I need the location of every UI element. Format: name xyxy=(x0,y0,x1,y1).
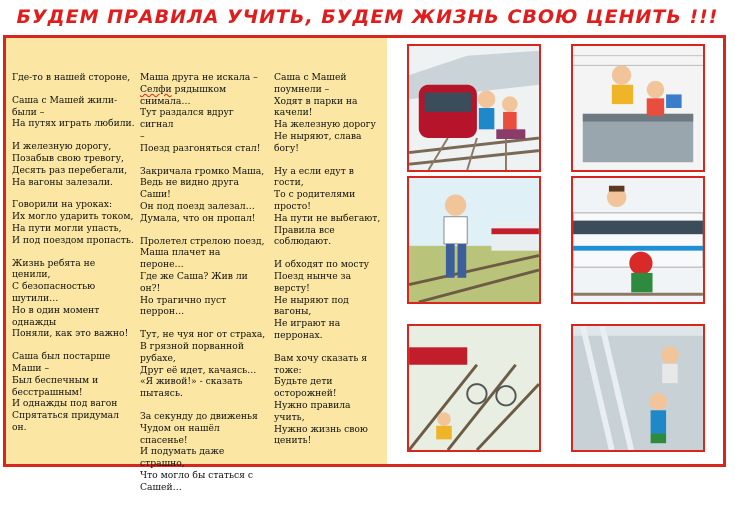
poster-title: БУДЕМ ПРАВИЛА УЧИТЬ, БУДЕМ ЖИЗНЬ СВОЮ ЦЕНИТЬ !!! xyxy=(16,6,719,28)
illustration-man-on-tracks xyxy=(407,176,541,304)
illustration-graphic xyxy=(409,326,539,450)
stanza: Саша был постарше Маши – Был беспечным и бесстрашным! И однажды под вагон Спрятаться придумал он. xyxy=(12,351,119,433)
stanza xyxy=(140,72,268,155)
stanza-text: рядышком снимала… Тут раздался вдруг сигнал – Поезд разгоняться стал! xyxy=(140,83,261,154)
poem-column-3 xyxy=(274,72,384,458)
illustration-graphic xyxy=(573,326,703,450)
stanza: Саша с Машей жили- были – На путях играть любили. xyxy=(12,94,135,130)
poster-frame xyxy=(3,35,726,493)
stanza: Тут, не чуя ног от страха, В грязной порванной рубахе, Друг её идет, качаясь… «Я живой!» - сказать пытаясь. xyxy=(140,329,266,400)
illustration-kids-climbing-wagon xyxy=(571,44,705,172)
stanza: Закричала громко Маша, Ведь не видно друга Саши! Он под поезд залезал… Думала, что он пропал! xyxy=(140,165,265,224)
stanza: Ну а если едут в гости, То с родителями просто! На пути не выбегают, Правила все соблюдают. xyxy=(274,165,381,248)
illustration-graphic xyxy=(409,46,539,170)
stanza: За секунду до движенья Чудом он нашёл спасенье! И подумать даже страшно, Что могло бы статься с Сашей… xyxy=(140,410,258,493)
stanza: Где-то в нашей стороне, xyxy=(12,72,131,83)
stanza-line: Маша друга не искала – xyxy=(140,72,258,83)
illustration-graphic xyxy=(409,178,539,302)
poem-panel xyxy=(6,38,387,493)
poem-column-2 xyxy=(140,72,268,505)
stanza: И обходят по мосту Поезд нынче за версту! Не ныряют под вагоны, Не играют на перронах. xyxy=(274,259,370,341)
poem-column-1 xyxy=(12,72,136,445)
illustration-graphic xyxy=(573,46,703,170)
misspelled-word: Селфи xyxy=(140,83,172,95)
stanza: Саша с Машей поумнели – Ходят в парки на качели! На железную дорогу Не ныряют, слава богу! xyxy=(274,72,376,154)
illustration-graphic xyxy=(573,178,703,302)
illustration-kids-on-tracks xyxy=(407,44,541,172)
illustration-kid-by-train xyxy=(571,176,705,304)
stanza: Говорили на уроках: Их могло ударить током, На пути могли упасть, И под поездом пропасть. xyxy=(12,199,134,246)
stanza: Жизнь ребята не ценили, С безопасностью шутили… Но в один момент однажды Поняли, как это важно! xyxy=(12,257,129,340)
stanza: Вам хочу сказать я тоже: Будьте дети осторожней! Нужно правила учить, Нужно жизнь свою ценить! xyxy=(274,352,368,447)
stanza: И железную дорогу, Позабыв свою тревогу, Десять раз перебегали, На вагоны залезали. xyxy=(12,141,128,188)
illustration-kids-platform xyxy=(571,324,705,452)
illustration-bike-on-tracks xyxy=(407,324,541,452)
stanza: Пролетел стрелою поезд, Маша плачет на пероне… Где же Саша? Жив ли он?! Но трагично пуст перрон… xyxy=(140,235,265,318)
illustrations-panel xyxy=(387,38,723,464)
